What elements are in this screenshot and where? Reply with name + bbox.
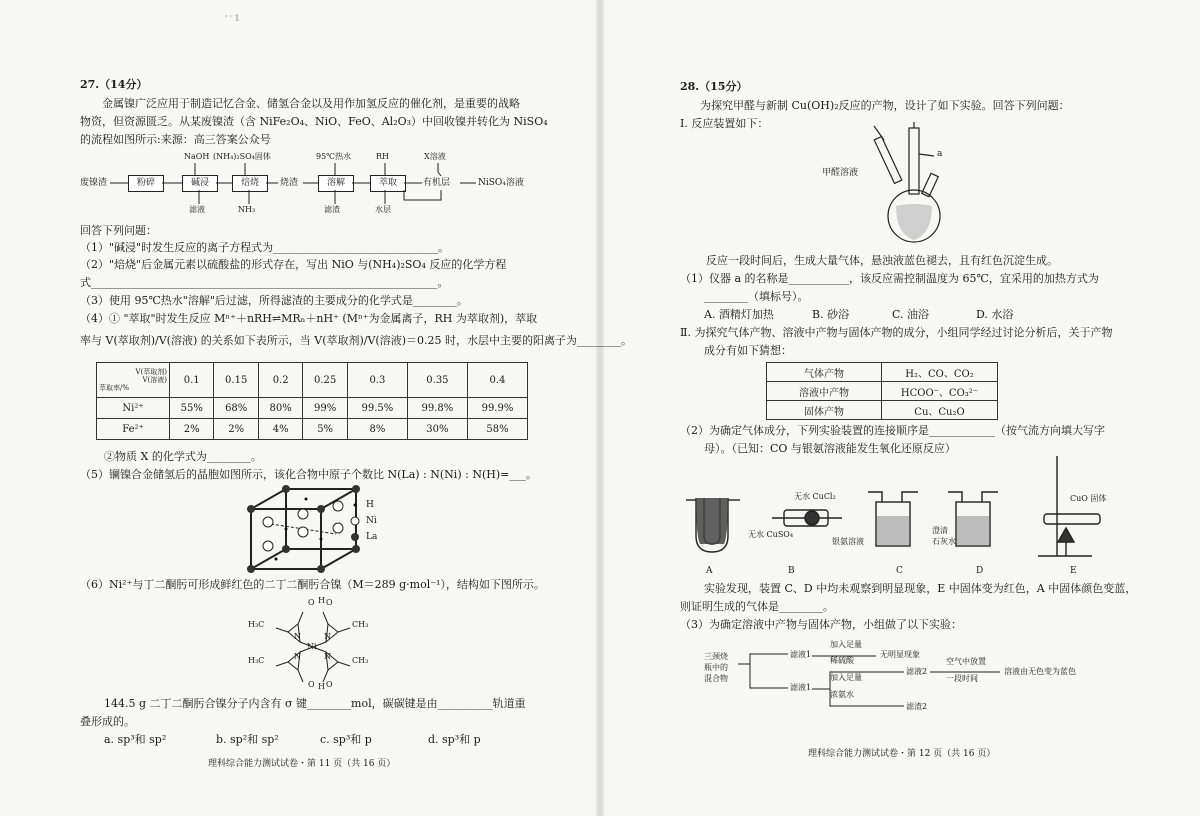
table-row — [97, 419, 528, 440]
flow-result-2: 溶液由无色变为蓝色 — [1004, 667, 1076, 676]
flow-box-extract: 萃取 — [370, 175, 406, 192]
q27-part-2-line-2: 式_______________________________________________________________。 — [80, 276, 449, 289]
flow-start-3: 混合物 — [704, 674, 728, 683]
heating-option-a: A. 酒精灯加热 — [704, 308, 774, 321]
flow-filtrate-1b: 滤液1 — [790, 683, 812, 692]
q27-header: 27.（14分） — [80, 78, 148, 91]
q27-part-5: （5）镧镍合金储氢后的晶胞如图所示，该化合物中原子个数比 N(La) : N(Ni) : N(H)=___。 — [80, 468, 537, 481]
guess-value: HCOO⁻、CO₃²⁻ — [882, 382, 998, 401]
left-page-footer: 理科综合能力测试试卷・第 11 页（共 16 页） — [208, 759, 396, 769]
flow-add-acid-bottom: 稀硫酸 — [830, 656, 854, 665]
q27-part-1: （1）"碱浸"时发生反应的离子方程式为______________________________。 — [80, 241, 450, 254]
value-cell: 2% — [170, 419, 214, 440]
ion-cell: Ni²⁺ — [97, 398, 170, 419]
flow-bottom-water-layer: 水层 — [375, 205, 391, 214]
corner-v-extractant: V(萃取剂) — [135, 368, 167, 376]
flow-box-dissolve: 溶解 — [318, 175, 354, 192]
flow-arrows — [0, 0, 600, 240]
option-a: a. sp³和 sp² — [104, 733, 167, 746]
q28-part-3: （3）为确定溶液中产物与固体产物，小组做了以下实验： — [680, 618, 962, 631]
value-cell: 99.5% — [347, 398, 407, 419]
flow-mid-nickel-sulfate: NiSO₄溶液 — [478, 178, 524, 188]
ratio-cell: 0.25 — [303, 363, 348, 398]
device-e-label: E — [1070, 566, 1077, 576]
q28-flow-arrows — [680, 630, 1120, 720]
flow-start: 废镍渣 — [80, 178, 108, 188]
q27-part-4-2: ②物质 X 的化学式为________。 — [104, 450, 262, 463]
option-b: b. sp²和 sp² — [216, 733, 279, 746]
flow-mid-slag: 烧渣 — [280, 178, 299, 188]
q27-intro-line-3: 的流程如图所示:来源：高三答案公众号 — [80, 133, 271, 146]
legend-ni: Ni — [366, 516, 377, 526]
value-cell: 99.8% — [407, 398, 467, 419]
q27-part-4-line-1: （4）① "萃取"时发生反应 Mⁿ⁺＋nRH⇌MRₙ＋nH⁺ (Mⁿ⁺为金属离子，RH 为萃取剂)，萃取 — [80, 312, 538, 325]
struct-n3: N — [294, 652, 301, 661]
q28-part-2-observation-line-2: 则证明生成的气体是________。 — [680, 600, 834, 613]
flow-box-alkali-leach: 碱浸 — [182, 175, 218, 192]
q28-part-2-observation-line-1: 实验发现，装置 C、D 中均未观察到明显现象，E 中固体变为红色，A 中固体颜色变蓝， — [704, 582, 1137, 595]
table-corner — [97, 363, 170, 398]
q28-part-1-title: Ⅰ. 反应装置如下： — [680, 117, 769, 130]
struct-n4: N — [324, 652, 331, 661]
flow-label-rh: RH — [376, 152, 389, 161]
flow-result-1: 无明显现象 — [880, 650, 920, 659]
struct-o-bottom-right: O — [326, 680, 333, 689]
q27-part-6-question-line-2: 叠形成的。 — [80, 715, 135, 728]
q27-part-4-line-2: 率与 V(萃取剂)/V(溶液) 的关系如下表所示，当 V(萃取剂)/V(溶液)＝0.25 时，水层中主要的阳离子为________。 — [80, 334, 632, 347]
legend-h: H — [366, 500, 374, 510]
extraction-table — [96, 362, 528, 440]
q28-part-1-line-1: （1）仪器 a 的名称是___________，该反应需控制温度为 65℃，宜采用的加热方式为 — [680, 272, 1099, 285]
ion-cell: Fe²⁺ — [97, 419, 170, 440]
reaction-apparatus — [856, 118, 966, 248]
value-cell: 99.9% — [467, 398, 527, 419]
heating-option-d: D. 水浴 — [976, 308, 1014, 321]
q27-part-6: （6）Ni²⁺与丁二酮肟可形成鲜红色的二丁二酮肟合镍（M＝289 g·mol⁻¹），结构如下图所示。 — [80, 578, 545, 591]
device-c-label: C — [896, 566, 903, 576]
q27-intro-line-1: 金属镍广泛应用于制造记忆合金、储氢合金以及用作加氢反应的催化剂，是重要的战略 — [102, 97, 520, 110]
flow-bottom-ammonia: NH₃ — [238, 205, 256, 214]
q27-part-3: （3）使用 95℃热水"溶解"后过滤，所得滤渣的主要成分的化学式是________。 — [80, 294, 468, 307]
struct-o-bottom-left: O — [308, 680, 315, 689]
table-row — [97, 398, 528, 419]
value-cell: 99% — [303, 398, 348, 419]
device-label-cucl2: 无水 CuCl₂ — [794, 492, 836, 501]
apparatus-label-formaldehyde: 甲醛溶液 — [822, 168, 859, 178]
flow-residue-2: 滤渣2 — [906, 702, 928, 711]
value-cell: 80% — [258, 398, 302, 419]
value-cell: 68% — [214, 398, 259, 419]
device-d-label: D — [976, 566, 984, 576]
device-label-cuo: CuO 固体 — [1070, 494, 1107, 503]
flow-box-roast: 焙烧 — [232, 175, 268, 192]
flow-label-naoh: NaOH — [184, 152, 210, 161]
q28-part-2-question-line-1: （2）为确定气体成分，下列实验装置的连接顺序是____________（按气流方向填大写字 — [680, 424, 1105, 437]
q28-part-2-line-2: 成分有如下猜想： — [704, 344, 792, 357]
guess-key: 固体产物 — [767, 401, 882, 420]
flow-air-top: 空气中放置 — [946, 657, 986, 666]
flow-add-ammonia-top: 加入足量 — [830, 673, 862, 682]
q28-intro: 为探究甲醛与新制 Cu(OH)₂反应的产物，设计了如下实验。回答下列问题： — [700, 99, 1070, 112]
flow-filtrate-2: 滤液2 — [906, 667, 928, 676]
ratio-cell: 0.4 — [467, 363, 527, 398]
ratio-cell: 0.1 — [170, 363, 214, 398]
flow-label-x-solution: X溶液 — [424, 152, 446, 161]
flow-add-ammonia-bottom: 浓氨水 — [830, 690, 854, 699]
legend-symbols — [349, 500, 361, 550]
struct-n2: N — [324, 632, 331, 641]
corner-rate: 萃取率/% — [99, 384, 130, 392]
value-cell: 55% — [170, 398, 214, 419]
option-d: d. sp³和 p — [428, 733, 481, 746]
table-row — [767, 382, 998, 401]
gas-test-devices — [682, 452, 1122, 562]
guess-table — [766, 362, 998, 420]
heating-option-b: B. 砂浴 — [812, 308, 850, 321]
flow-add-acid-top: 加入足量 — [830, 640, 862, 649]
struct-methyl-tl: H₃C — [248, 620, 265, 629]
corner-v-solution: V(溶液) — [142, 376, 167, 384]
table-row — [767, 363, 998, 382]
flow-start-1: 三颈烧 — [704, 652, 728, 661]
q28-part-2-line-1: Ⅱ. 为探究气体产物、溶液中产物与固体产物的成分，小组同学经过讨论分析后，关于产物 — [680, 326, 1113, 339]
flow-air-bottom: 一段时间 — [946, 674, 978, 683]
apparatus-label-a: a — [937, 149, 943, 159]
device-label-silver-ammonia: 银氨溶液 — [832, 537, 864, 546]
struct-methyl-br: CH₃ — [352, 656, 369, 665]
heating-option-c: C. 油浴 — [892, 308, 930, 321]
q28-part-2-question-line-2: 母）。（已知：CO 与银氨溶液能发生氧化还原反应） — [704, 442, 956, 455]
q27-part-6-question-line-1: 144.5 g 二丁二酮肟合镍分子内含有 σ 键________mol，碳碳键是由__________轨道重 — [104, 697, 526, 710]
value-cell: 5% — [303, 419, 348, 440]
struct-ni: Ni — [307, 642, 317, 651]
device-label-cuso4: 无水 CuSO₄ — [748, 530, 794, 539]
ratio-cell: 0.15 — [214, 363, 259, 398]
struct-o-top-left: O — [308, 598, 315, 607]
q27-part-2-line-1: （2）"焙烧"后金属元素以硫酸盐的形式存在，写出 NiO 与(NH₄)₂SO₄ 反应的化学方程 — [80, 258, 507, 271]
struct-h-bottom: H — [318, 682, 325, 691]
device-label-limewater-2: 石灰水 — [932, 537, 956, 546]
table-row — [767, 401, 998, 420]
value-cell: 2% — [214, 419, 259, 440]
flow-bottom-residue: 滤渣 — [324, 205, 340, 214]
struct-h-top: H — [318, 596, 325, 605]
struct-methyl-tr: CH₃ — [352, 620, 369, 629]
q27-intro-line-2: 物资，但资源匮乏。从某废镍渣（含 NiFe₂O₄、NiO、FeO、Al₂O₃）中回收镍并转化为 NiSO₄ — [80, 115, 548, 128]
struct-o-top-right: O — [326, 598, 333, 607]
value-cell: 58% — [467, 419, 527, 440]
device-label-limewater-1: 澄清 — [932, 526, 948, 535]
right-page-footer: 理科综合能力测试试卷・第 12 页（共 16 页） — [808, 749, 996, 759]
guess-key: 气体产物 — [767, 363, 882, 382]
scan-marks: ' ' 1 — [225, 14, 240, 23]
value-cell: 8% — [347, 419, 407, 440]
flow-bottom-filtrate: 滤液 — [189, 205, 205, 214]
flow-label-hot-water: 95℃热水 — [316, 152, 352, 161]
q27-answer-prompt: 回答下列问题： — [80, 224, 157, 237]
ratio-cell: 0.2 — [258, 363, 302, 398]
device-b-label: B — [788, 566, 795, 576]
option-c: c. sp³和 p — [320, 733, 372, 746]
legend-la: La — [366, 532, 378, 542]
q28-observation: 反应一段时间后，生成大量气体，悬浊液蓝色褪去，且有红色沉淀生成。 — [706, 254, 1058, 267]
value-cell: 30% — [407, 419, 467, 440]
q28-header: 28.（15分） — [680, 80, 748, 93]
device-a-label: A — [706, 566, 713, 576]
guess-key: 溶液中产物 — [767, 382, 882, 401]
flow-filtrate-1: 滤液1 — [790, 650, 812, 659]
flow-mid-organic-layer: 有机层 — [423, 178, 451, 188]
value-cell: 4% — [258, 419, 302, 440]
struct-methyl-bl: H₃C — [248, 656, 265, 665]
flow-start-2: 瓶中的 — [704, 663, 728, 672]
flow-box-crush: 粉碎 — [128, 175, 164, 192]
guess-value: H₂、CO、CO₂ — [882, 363, 998, 382]
struct-n1: N — [294, 632, 301, 641]
ratio-cell: 0.3 — [347, 363, 407, 398]
guess-value: Cu、Cu₂O — [882, 401, 998, 420]
ratio-cell: 0.35 — [407, 363, 467, 398]
q28-part-1-line-2: ________（填标号）。 — [704, 290, 809, 303]
flow-label-ammonium-sulfate: (NH₄)₂SO₄固体 — [213, 152, 271, 161]
